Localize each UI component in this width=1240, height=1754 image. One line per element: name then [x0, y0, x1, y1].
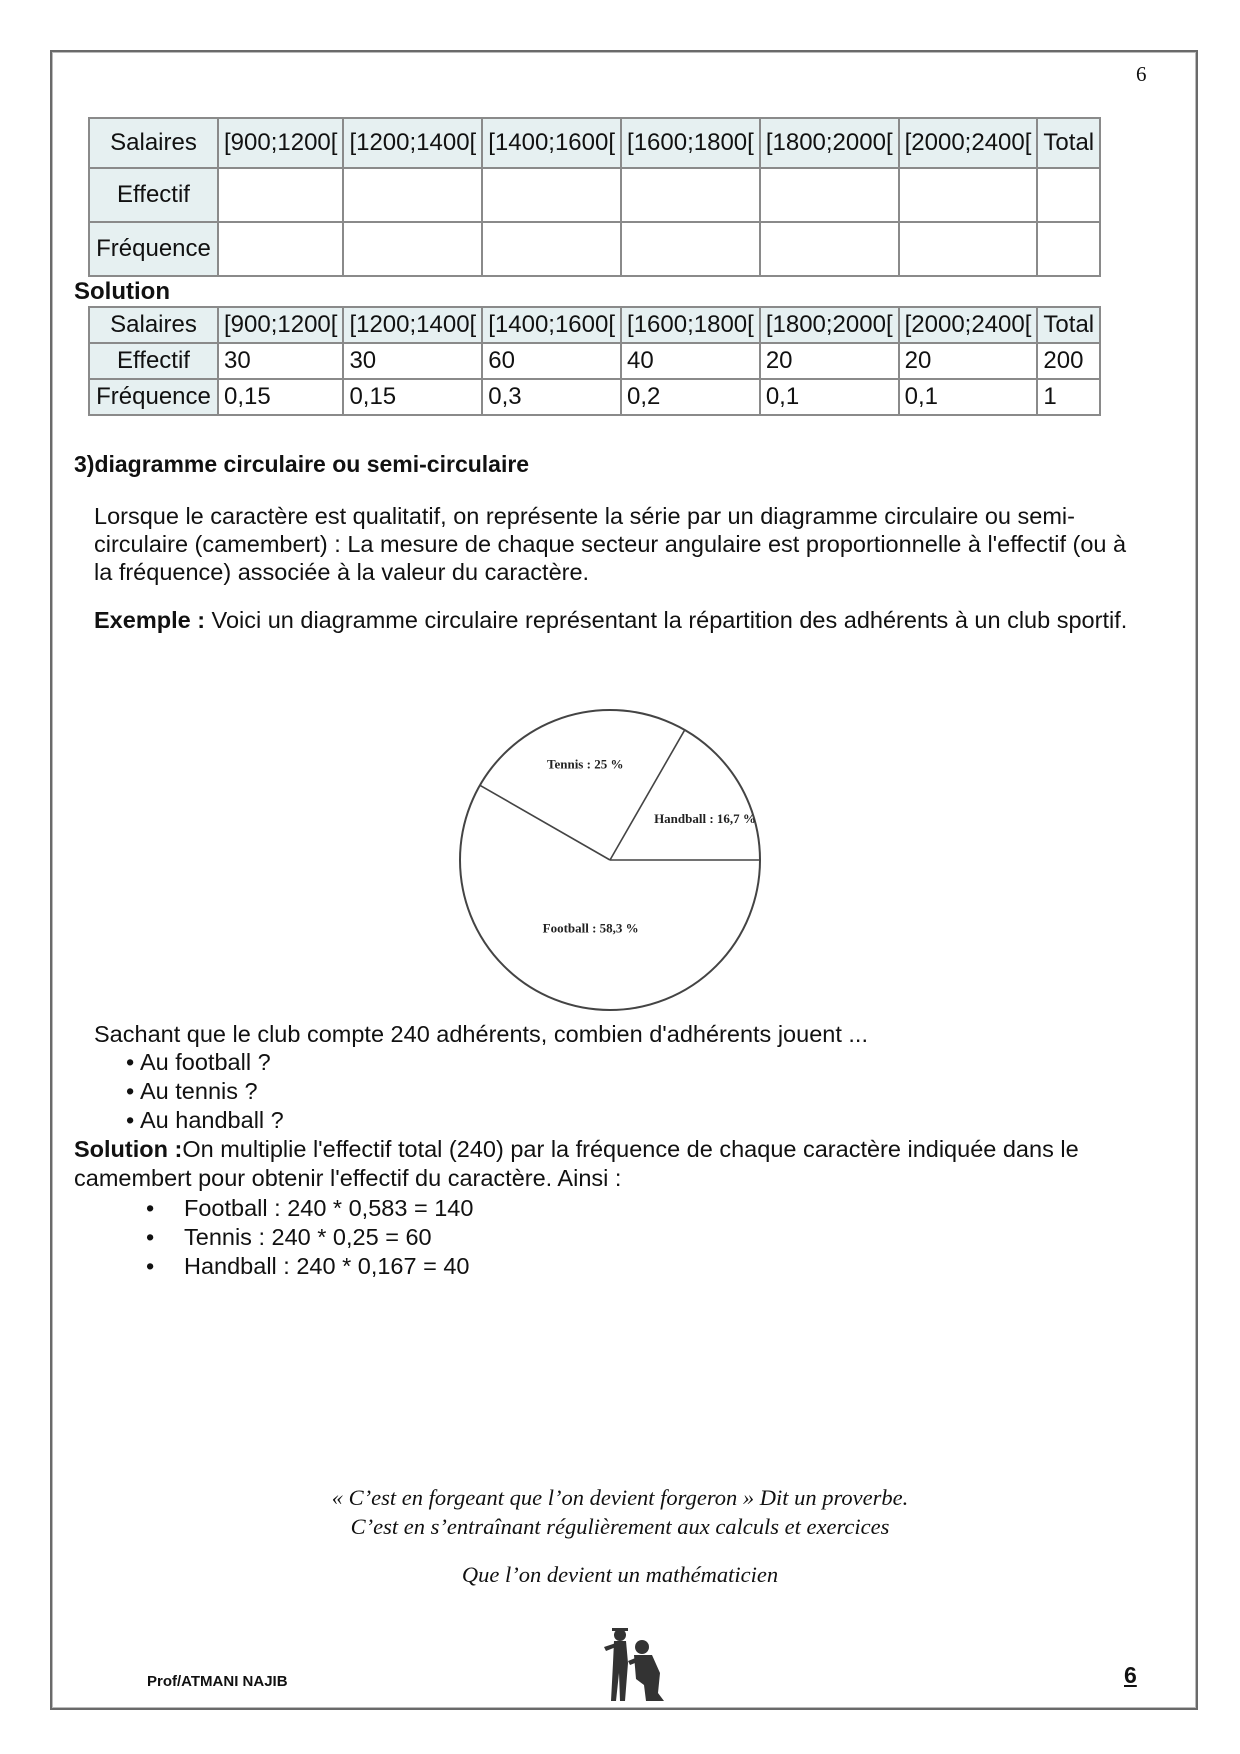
- section-heading: 3)diagramme circulaire ou semi-circulaire: [74, 451, 530, 477]
- example-label: Exemple :: [94, 607, 206, 633]
- question-list: [126, 1048, 284, 1135]
- table-cell: [1200;1400[: [343, 307, 482, 343]
- pie-chart: [440, 690, 780, 1030]
- quote-line: « C’est en forgeant que l’on devient forgeron » Dit un proverbe.: [331, 1485, 909, 1510]
- table-cell: 0,3: [482, 379, 621, 415]
- table-cell: [482, 168, 621, 222]
- salaires-table-empty: [88, 117, 1101, 277]
- table-cell: [2000;2400[: [899, 118, 1038, 168]
- table-row: [89, 168, 1100, 222]
- quote-line: C’est en s’entraînant régulièrement aux calculs et exercices: [350, 1514, 890, 1539]
- solution-label: Solution :: [74, 1136, 183, 1162]
- table-cell: Salaires: [89, 307, 218, 343]
- table-row: [89, 307, 1100, 343]
- table-cell: [621, 168, 760, 222]
- table-cell: 0,15: [218, 379, 343, 415]
- table-cell: [1400;1600[: [482, 307, 621, 343]
- definition-paragraph: Lorsque le caractère est qualitatif, on représente la série par un diagramme circulaire ou semi-circulaire (camembert) : La mesure de chaque secteur angulaire est proportionnelle à l'effectif (ou à la fréquence) associée à la valeur du caractère.: [94, 503, 1127, 585]
- table-cell: 200: [1037, 343, 1100, 379]
- table-cell: [2000;2400[: [899, 307, 1038, 343]
- example-text: Voici un diagramme circulaire représentant la répartition des adhérents à un club sportif.: [205, 607, 1128, 633]
- pie-slice-label: Tennis : 25 %: [546, 756, 624, 772]
- pie-slice-label: Handball : 16,7 %: [654, 811, 756, 826]
- table-cell: 0,2: [621, 379, 760, 415]
- table-cell: [900;1200[: [218, 307, 343, 343]
- table-cell: Total: [1037, 307, 1100, 343]
- table-cell: 1: [1037, 379, 1100, 415]
- list-item: • Tennis : 240 * 0,25 = 60: [146, 1223, 473, 1252]
- table-cell: [899, 222, 1038, 276]
- table-cell: 0,1: [760, 379, 899, 415]
- table-cell: [1400;1600[: [482, 118, 621, 168]
- solution-paragraph: [74, 1135, 1154, 1193]
- question-text: Sachant que le club compte 240 adhérents, combien d'adhérents jouent ...: [94, 1021, 868, 1047]
- table-cell: [1800;2000[: [760, 118, 899, 168]
- table-cell: [900;1200[: [218, 118, 343, 168]
- table-cell: [760, 222, 899, 276]
- table-row: [89, 379, 1100, 415]
- table-cell: Effectif: [89, 343, 218, 379]
- table-row: [89, 222, 1100, 276]
- table-cell: [760, 168, 899, 222]
- table-row: [89, 118, 1100, 168]
- list-item: • Handball : 240 * 0,167 = 40: [146, 1252, 473, 1281]
- table-cell: 40: [621, 343, 760, 379]
- table-cell: Effectif: [89, 168, 218, 222]
- pie-slice-label: Football : 58,3 %: [542, 920, 639, 936]
- list-item: • Au tennis ?: [126, 1077, 284, 1106]
- table-cell: [1037, 168, 1100, 222]
- quote-line: Que l’on devient un mathématicien: [461, 1562, 779, 1587]
- solution-heading: Solution: [74, 278, 170, 305]
- table-cell: [482, 222, 621, 276]
- table-cell: 0,1: [899, 379, 1038, 415]
- list-item: • Au football ?: [126, 1048, 284, 1077]
- table-cell: [343, 168, 482, 222]
- table-cell: Salaires: [89, 118, 218, 168]
- table-cell: 30: [218, 343, 343, 379]
- table-cell: Fréquence: [89, 222, 218, 276]
- list-item: • Football : 240 * 0,583 = 140: [146, 1194, 473, 1223]
- table-cell: 60: [482, 343, 621, 379]
- answer-list: [146, 1194, 473, 1281]
- table-cell: Total: [1037, 118, 1100, 168]
- table-cell: [218, 222, 343, 276]
- example-paragraph: [94, 606, 1134, 634]
- table-cell: [1800;2000[: [760, 307, 899, 343]
- table-cell: 20: [760, 343, 899, 379]
- table-cell: 20: [899, 343, 1038, 379]
- table-cell: [1600;1800[: [621, 307, 760, 343]
- table-row: [89, 343, 1100, 379]
- teacher-student-silhouette-icon: [598, 1623, 668, 1703]
- table-cell: [218, 168, 343, 222]
- table-cell: [899, 168, 1038, 222]
- table-cell: [621, 222, 760, 276]
- table-cell: [1200;1400[: [343, 118, 482, 168]
- page-number-top: 6: [1136, 62, 1147, 86]
- author-footer: Prof/ATMANI NAJIB: [147, 1673, 288, 1690]
- list-item: • Au handball ?: [126, 1106, 284, 1135]
- salaires-table-solution: [88, 306, 1101, 416]
- page-number-bottom: 6: [1124, 1662, 1137, 1688]
- table-cell: [1037, 222, 1100, 276]
- table-cell: Fréquence: [89, 379, 218, 415]
- table-cell: 0,15: [343, 379, 482, 415]
- table-cell: [1600;1800[: [621, 118, 760, 168]
- table-cell: [343, 222, 482, 276]
- solution-text: On multiplie l'effectif total (240) par la fréquence de chaque caractère indiquée dans le camembert pour obtenir l'effectif du caractère. Ainsi :: [74, 1136, 1079, 1191]
- table-cell: 30: [343, 343, 482, 379]
